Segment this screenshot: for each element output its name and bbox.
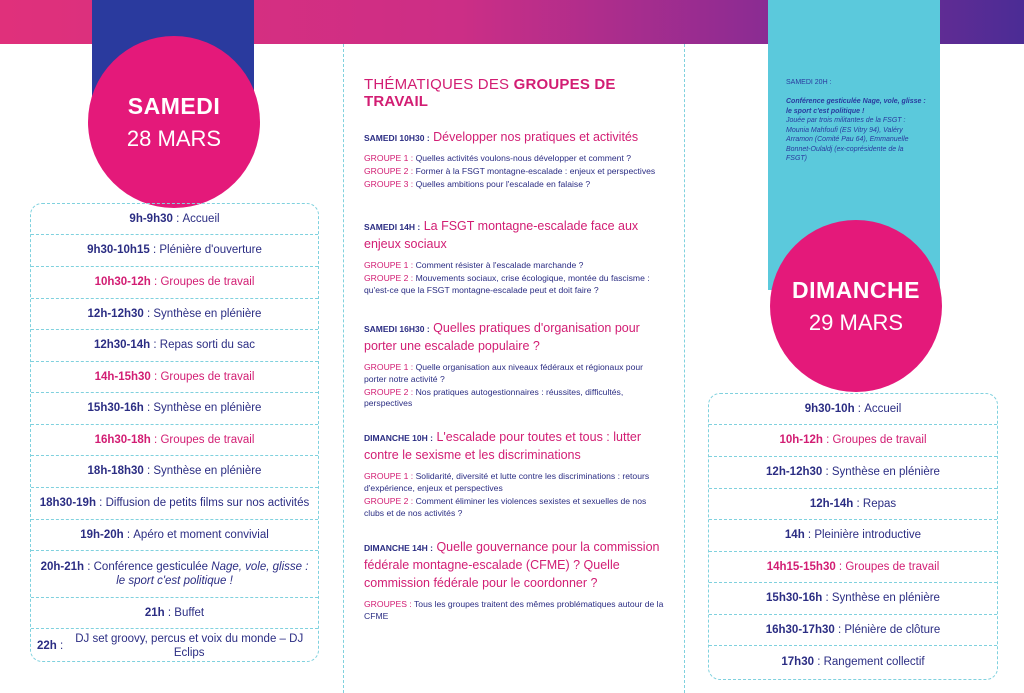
schedule-row: 18h-18h30 : Synthèse en plénière — [31, 456, 318, 488]
schedule-row: 14h15-15h30 : Groupes de travail — [709, 552, 997, 583]
workgroup-section: SAMEDI 16H30 : Quelles pratiques d'organisation pour porter une escalade populaire ? GROUPE 1 : Quelle organisation aux niveaux fédéraux et régionaux pour porter notre activité ? GROUPE 2 : Nos pratiques autogestionnaires : réussites, difficultés, perspectives — [364, 320, 643, 409]
column-divider-right — [684, 44, 685, 693]
schedule-row: 9h30-10h15 : Plénière d'ouverture — [31, 235, 318, 267]
schedule-row: 16h30-18h : Groupes de travail — [31, 425, 318, 456]
saturday-schedule — [30, 203, 319, 662]
schedule-row: 17h30 : Rangement collectif — [781, 655, 925, 668]
schedule-row: 12h-14h : Repas — [709, 489, 997, 520]
workgroup-section: SAMEDI 14H : La FSGT montagne-escalade face aux enjeux sociaux GROUPE 1 : Comment résister à l'escalade marchande ? GROUPE 2 : Mouvements sociaux, crise écologique, montée du fascisme : qu'est-ce que la FSGT montagne-escalade peut et doit faire ? — [364, 218, 650, 295]
schedule-row: 10h-12h : Groupes de travail — [709, 425, 997, 457]
page-title: THÉMATIQUES DES GROUPES DE TRAVAIL — [364, 76, 616, 110]
schedule-row: 22h : DJ set groovy, percus et voix du monde – DJ Eclips — [37, 632, 304, 659]
schedule-row: 14h : Pleinière introductive — [709, 520, 997, 552]
schedule-row: 12h-12h30 : Synthèse en plénière — [709, 457, 997, 489]
workgroup-section: SAMEDI 10H30 : Développer nos pratiques et activités GROUPE 1 : Quelles activités voulons-nous développer et comment ? GROUPE 2 : Former à la FSGT montagne-escalade : enjeux et perspectives GROUPE 3 : Quelles ambitions pour l'escalade en falaise ? — [364, 130, 656, 189]
schedule-row: 15h30-16h : Synthèse en plénière — [709, 583, 997, 615]
schedule-row: 12h-12h30 : Synthèse en plénière — [31, 299, 318, 330]
workgroups-column — [364, 76, 664, 637]
schedule-row: 20h-21h : Conférence gesticulée Nage, vole, glisse : le sport c'est politique ! — [31, 551, 318, 598]
workgroup-section: DIMANCHE 10H : L'escalade pour toutes et tous : lutter contre le sexisme et les discriminations GROUPE 1 : Solidarité, diversité et lutte contre les discriminations : retours d'expérience, enjeux et perspectives GROUPE 2 : Comment éliminer les violences sexistes et sexuelles de nos clubs et de nos activités ? — [364, 430, 650, 519]
column-divider-left — [343, 44, 344, 693]
schedule-row: 16h30-17h30 : Plénière de clôture — [709, 615, 997, 646]
schedule-row: 15h30-16h : Synthèse en plénière — [31, 393, 318, 425]
schedule-row: 9h-9h30 : Accueil — [31, 204, 318, 235]
day-date: 28 MARS — [126, 125, 222, 151]
schedule-row: 18h30-19h : Diffusion de petits films sur nos activités — [31, 488, 318, 520]
sunday-schedule — [708, 393, 998, 680]
day-title: SAMEDI — [127, 92, 221, 119]
schedule-row: 9h30-10h : Accueil — [709, 394, 997, 425]
schedule-row: 19h-20h : Apéro et moment convivial — [31, 520, 318, 551]
day-date: 29 MARS — [808, 309, 904, 335]
workgroup-section: DIMANCHE 14H : Quelle gouvernance pour la commission fédérale montagne-escalade (CFME) ? Quelle commission fédérale pour le coordonner ? GROUPES : Tous les groupes traitent des mêmes problématiques autour de la CFME — [364, 539, 664, 622]
conference-note: SAMEDI 20H : Conférence gesticulée Nage, vole, glisse : le sport c'est politique ! Jouée par trois militantes de la FSGT : Mounia Mahfoufi (ES Vitry 94), Valéry Arramon (Comité Pau 64), Emmanuelle Bonnet-Oulaldj (ex-coprésidente de la FSGT) — [786, 79, 926, 163]
saturday-badge — [88, 36, 260, 208]
schedule-row: 14h-15h30 : Groupes de travail — [31, 362, 318, 393]
sunday-badge — [770, 220, 942, 392]
day-title: DIMANCHE — [792, 276, 920, 303]
schedule-row: 10h30-12h : Groupes de travail — [31, 267, 318, 299]
schedule-row: 21h : Buffet — [31, 598, 318, 629]
schedule-row: 12h30-14h : Repas sorti du sac — [31, 330, 318, 362]
